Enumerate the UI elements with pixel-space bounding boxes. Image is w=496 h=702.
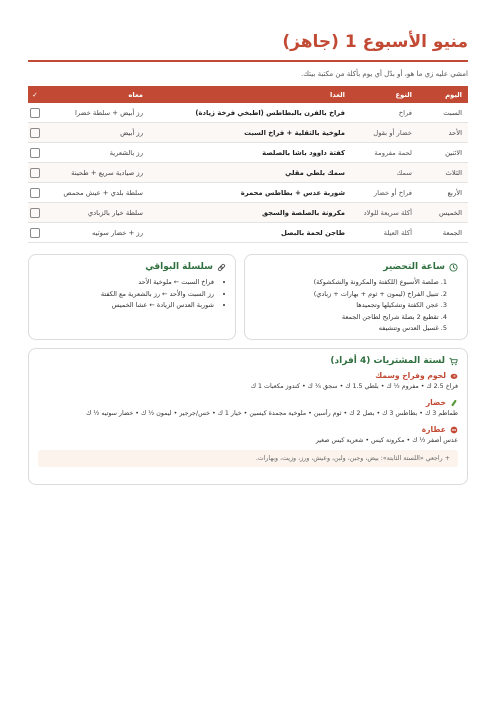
header-side: معاه: [42, 86, 149, 103]
table-row: [28, 143, 468, 163]
header-type: النوع: [351, 86, 418, 103]
cell-type: فراخ أو خضار: [351, 183, 418, 203]
cell-side: رز أبيض: [42, 123, 149, 143]
category-title: خضار: [425, 398, 446, 407]
table-header-row: [28, 86, 468, 103]
table-row: [28, 123, 468, 143]
leftovers-list: [38, 277, 226, 312]
category-vegetables: [38, 398, 458, 407]
cell-lunch: ملوخية بالتقلية + فراخ السبت: [149, 123, 351, 143]
category-items: فراخ 2.5 ك • مفروم ½ ك • بلطي 1.5 ك • سجق ¼ ك • كندوز مكعبات 1 ك: [250, 383, 458, 390]
done-checkbox[interactable]: [30, 228, 40, 238]
leftovers-title: سلسلة البواقي: [145, 262, 213, 272]
prep-steps: [254, 277, 458, 335]
jar-icon: [450, 426, 458, 434]
table-row: [28, 103, 468, 123]
list-item: 3. عجن الكفتة وتشكيلها وتجميدها: [356, 301, 447, 309]
weekly-menu-table: [28, 86, 468, 243]
page-subtitle: امشي عليه زي ما هو، أو بدّل أي يوم بأكلة من مكتبة بيتك.: [301, 70, 468, 78]
cell-side: سلطة خيار بالزبادي: [42, 203, 149, 223]
table-row: [28, 203, 468, 223]
link-icon: [217, 263, 226, 272]
info-cards: [28, 254, 468, 340]
title-divider: [28, 60, 468, 62]
list-item: • شوربة العدس الزيادة ← عشا الخميس: [38, 300, 214, 312]
cell-side: سلطة بلدي + عيش محمص: [42, 183, 149, 203]
fixed-list-note: + راجعي «اللستة الثابتة»: بيض، وجبن، ولبن، وعيش، ورز، وزيت، وبهارات.: [38, 450, 458, 467]
cell-type: أكلة العيلة: [351, 223, 418, 243]
shopping-title: لستة المشتريات (4 أفراد): [330, 356, 445, 366]
prep-card: [244, 254, 468, 340]
page-title: منيو الأسبوع 1 (جاهز): [282, 32, 468, 52]
cell-type: أكلة سريعة للولاد: [351, 203, 418, 223]
cell-type: فراخ: [351, 103, 418, 123]
cell-day: الأربع: [418, 183, 468, 203]
done-checkbox[interactable]: [30, 188, 40, 198]
done-checkbox[interactable]: [30, 208, 40, 218]
cell-type: سمك: [351, 163, 418, 183]
category-meat: [38, 371, 458, 380]
category-title: عطارة: [421, 425, 446, 434]
meat-icon: [450, 372, 458, 380]
list-item: 1. صلصة الأسبوع (للكفتة والمكرونة والشكشوكة): [313, 278, 447, 286]
category-items: طماطم 3 ك • بطاطس 3 ك • بصل 2 ك • ثوم رأسين • ملوخية مجمدة كيسين • خيار 1 ك • خس/جرجير • ليمون ½ ك • خضار سوتيه ½ ك: [86, 410, 458, 417]
cell-type: خضار أو بقول: [351, 123, 418, 143]
list-item: • فراخ السبت ← ملوخية الأحد: [38, 277, 214, 289]
prep-heading: [254, 262, 458, 272]
category-items: عدس أصفر ½ ك • مكرونة كيس • شعرية كيس صغير: [315, 437, 458, 444]
done-checkbox[interactable]: [30, 148, 40, 158]
table-row: [28, 223, 468, 243]
table-row: [28, 163, 468, 183]
leftovers-card: [28, 254, 236, 340]
shopping-heading: [38, 356, 458, 366]
done-checkbox[interactable]: [30, 108, 40, 118]
done-checkbox[interactable]: [30, 128, 40, 138]
cell-day: الثلاث: [418, 163, 468, 183]
cell-type: لحمة مفرومة: [351, 143, 418, 163]
cell-day: السبت: [418, 103, 468, 123]
cucumber-icon: [450, 399, 458, 407]
header-day: اليوم: [418, 86, 468, 103]
clock-icon: [449, 263, 458, 272]
cell-day: الخميس: [418, 203, 468, 223]
list-item: 2. تتبيل الفراخ (ليمون + ثوم + بهارات + زبادي): [313, 289, 447, 298]
header-lunch: الغدا: [149, 86, 351, 103]
leftovers-heading: [38, 262, 226, 272]
category-title: لحوم وفراخ وسمك: [375, 371, 446, 380]
list-item: • رز السبت والأحد ← رز بالشعرية مع الكفتة: [38, 289, 214, 301]
cell-day: الجمعة: [418, 223, 468, 243]
cart-icon: [449, 357, 458, 366]
cell-side: رز صيادية سريع + طحينة: [42, 163, 149, 183]
prep-title: ساعة التحضير: [383, 262, 445, 272]
cell-lunch: مكرونة بالصلصة والسجق: [149, 203, 351, 223]
cell-day: الأحد: [418, 123, 468, 143]
list-item: 4. تقطيع 2 بصلة شرايح لطاجن الجمعة: [341, 312, 447, 321]
cell-side: رز + خضار سوتيه: [42, 223, 149, 243]
cell-lunch: طاجن لحمة بالبصل: [149, 223, 351, 243]
list-item: 5. غسيل العدس وتنشيفه: [378, 324, 447, 332]
cell-side: رز بالشعرية: [42, 143, 149, 163]
cell-lunch: سمك بلطي مقلي: [149, 163, 351, 183]
cell-side: رز أبيض + سلطة خضرا: [42, 103, 149, 123]
shopping-card: [28, 348, 468, 485]
cell-lunch: شوربة عدس + بطاطس محمرة: [149, 183, 351, 203]
cell-lunch: فراخ بالفرن بالبطاطس (اطبخي فرخة زيادة): [149, 103, 351, 123]
header-check: ✓: [28, 86, 42, 103]
table-row: [28, 183, 468, 203]
done-checkbox[interactable]: [30, 168, 40, 178]
cell-lunch: كفتة داوود باشا بالصلصة: [149, 143, 351, 163]
category-pantry: [38, 425, 458, 434]
cell-day: الاثنين: [418, 143, 468, 163]
